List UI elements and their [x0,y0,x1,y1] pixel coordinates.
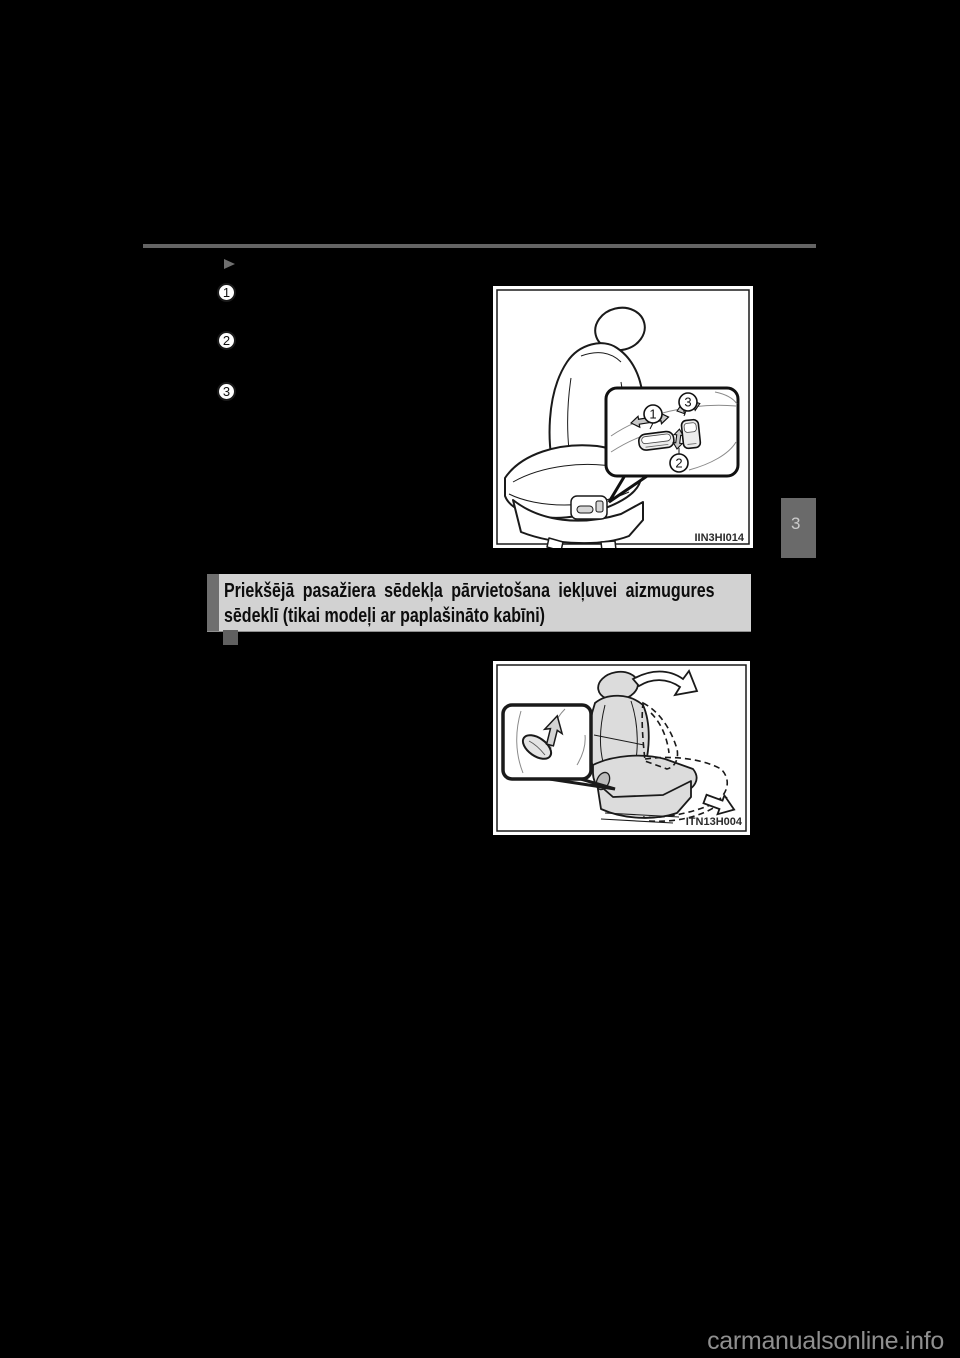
seatback-recline-switch-icon [681,419,701,449]
step-marker-3 [217,382,236,401]
figure-seat-fold-walk-in [493,661,750,835]
subsection-square-marker [223,630,238,645]
step-marker-1 [217,283,236,302]
callout-number-3 [679,393,697,411]
chapter-tab [781,498,816,558]
seat-fold-illustration [493,661,750,835]
callout-number-1-label: 1 [649,406,657,422]
figure2-code: ITN13H004 [685,816,742,828]
section-heading-line2: sēdeklī (tikai modeļi ar paplašināto kabīni) [224,605,545,627]
step-marker-2 [217,331,236,350]
callout-number-2-label: 2 [675,455,683,471]
power-seat-switches-illustration [493,286,753,548]
callout-number-1 [644,405,662,423]
step-marker-3-label: 3 [222,384,231,399]
section-pointer-triangle-icon [224,259,235,269]
watermark-text: carmanualsonline.info [707,1327,944,1355]
callout-number-2 [670,454,688,472]
step-marker-2-label: 2 [222,333,231,348]
section-heading-line1: Priekšējā pasažiera sēdekļa pārvietošana iekļuvei aizmugures [224,580,715,602]
section-divider-rule [143,244,816,248]
chapter-tab-number: 3 [791,514,801,533]
step-marker-1-label: 1 [222,285,231,300]
callout-number-3-label: 3 [684,394,692,410]
section-heading-bar [207,574,219,631]
seat-slide-switch-icon [638,431,675,451]
figure1-code: IIN3HI014 [694,532,744,544]
section-heading [207,574,751,632]
figure-power-seat-switches [493,286,753,548]
